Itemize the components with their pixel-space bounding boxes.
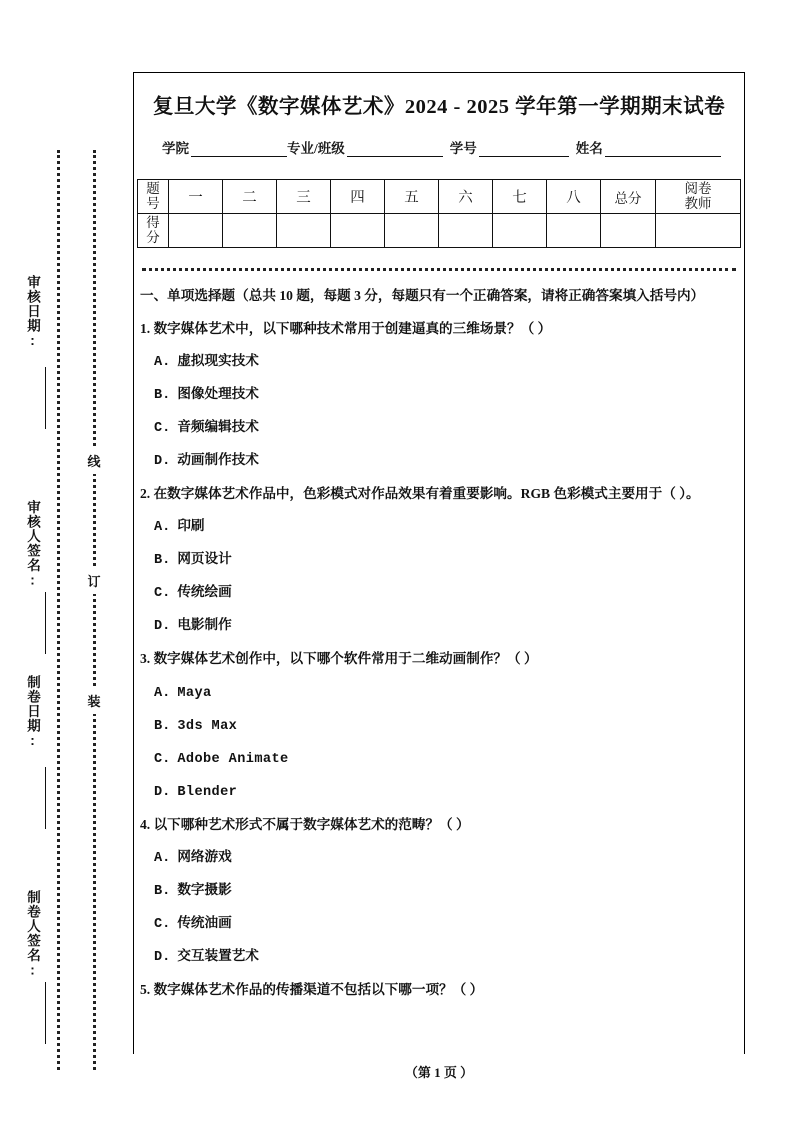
exam-sheet	[133, 72, 745, 1054]
score-table-score-cell[interactable]	[331, 214, 385, 248]
binding-vertical-label: 审核人签名:	[25, 500, 40, 589]
question-option[interactable]	[154, 417, 730, 438]
option-text: 图像处理技术	[177, 386, 259, 402]
question-option[interactable]	[154, 847, 730, 868]
option-text: 印刷	[177, 518, 205, 534]
option-key: D.	[154, 619, 171, 635]
page-title: 复旦大学《数字媒体艺术》2024 - 2025 学年第一学期期末试卷	[152, 96, 726, 118]
binding-label-rule	[45, 982, 46, 1044]
table-row	[138, 180, 741, 214]
question-option[interactable]	[154, 450, 730, 471]
question-option[interactable]	[154, 748, 730, 769]
info-field-name	[576, 137, 721, 157]
question-list	[140, 318, 730, 1000]
student-info-row	[162, 137, 726, 157]
score-table-score-cell[interactable]	[169, 214, 223, 248]
option-text: 电影制作	[177, 617, 232, 633]
score-table-teacher-header: 阅卷 教师	[656, 180, 741, 214]
option-text: 交互装置艺术	[177, 947, 259, 963]
option-key: B.	[154, 553, 171, 569]
score-table-score-cell[interactable]	[385, 214, 439, 248]
score-table-score-cell[interactable]	[439, 214, 493, 248]
question-stem: 2. 在数字媒体艺术作品中，色彩模式对作品效果有着重要影响。RGB 色彩模式主要用于（ ）。	[140, 486, 700, 502]
option-key: C.	[154, 586, 171, 602]
question-option[interactable]	[154, 715, 730, 736]
score-table-column-header: 二	[223, 180, 277, 214]
score-table-score-cell[interactable]	[547, 214, 601, 248]
question-option[interactable]	[154, 582, 730, 603]
question-option[interactable]	[154, 384, 730, 405]
question-option[interactable]	[154, 913, 730, 934]
question-option[interactable]	[154, 946, 730, 967]
binding-mark: 装	[85, 687, 103, 714]
score-table-column-header: 四	[331, 180, 385, 214]
info-blank-major[interactable]	[347, 142, 443, 157]
option-key: B.	[154, 718, 171, 734]
binding-dotted-line-outer	[57, 150, 60, 1070]
question-stem: 5. 数字媒体艺术作品的传播渠道不包括以下哪一项？（ ）	[140, 981, 484, 997]
option-text: 音频编辑技术	[177, 419, 259, 435]
option-key: D.	[154, 949, 171, 965]
option-key: B.	[154, 883, 171, 899]
score-table-column-header: 三	[277, 180, 331, 214]
option-key: C.	[154, 421, 171, 437]
option-key: C.	[154, 916, 171, 932]
option-text: 传统油画	[177, 914, 232, 930]
option-key: A.	[154, 520, 171, 536]
score-table-column-header: 五	[385, 180, 439, 214]
binding-mark: 订	[85, 567, 103, 594]
option-key: A.	[154, 685, 171, 701]
page-footer: （第 1 页 ）	[404, 1065, 474, 1080]
info-blank-student-number[interactable]	[479, 142, 569, 157]
score-table	[137, 179, 741, 248]
binding-label-rule	[45, 767, 46, 829]
option-text: 虚拟现实技术	[177, 353, 259, 369]
binding-label-rule	[45, 592, 46, 654]
info-label-student-number: 学号	[449, 141, 477, 156]
score-table-row-header-score: 得 分	[138, 214, 169, 248]
binding-label-rule	[45, 367, 46, 429]
question-option[interactable]	[154, 351, 730, 372]
option-key: A.	[154, 850, 171, 866]
option-text: Adobe Animate	[177, 751, 289, 767]
score-table-column-header: 七	[493, 180, 547, 214]
option-key: D.	[154, 454, 171, 470]
score-table-column-header: 一	[169, 180, 223, 214]
option-text: 传统绘画	[177, 584, 232, 600]
score-table-score-cell[interactable]	[277, 214, 331, 248]
info-label-college: 学院	[162, 141, 189, 156]
question-option[interactable]	[154, 615, 730, 636]
option-text: 网络游戏	[177, 848, 232, 864]
binding-margin	[0, 0, 128, 1122]
score-table-row-header-question: 题 号	[138, 180, 169, 214]
option-text: Maya	[177, 685, 212, 701]
score-table-score-cell[interactable]	[493, 214, 547, 248]
question-stem: 4. 以下哪种艺术形式不属于数字媒体艺术的范畴？（ ）	[140, 816, 470, 832]
binding-dotted-line-inner	[93, 150, 96, 1070]
question-option[interactable]	[154, 516, 730, 537]
score-table-column-header: 六	[439, 180, 493, 214]
section-title: 一、单项选择题（总共 10 题，每题 3 分，每题只有一个正确答案，请将正确答案填入括号内）	[140, 288, 705, 303]
option-text: 网页设计	[177, 551, 232, 567]
score-table-column-header: 八	[547, 180, 601, 214]
question-option[interactable]	[154, 781, 730, 802]
question-stem: 3. 数字媒体艺术创作中，以下哪个软件常用于二维动画制作？（ ）	[140, 651, 538, 667]
binding-vertical-label: 制卷日期:	[25, 675, 40, 749]
question-body	[140, 271, 730, 1000]
score-table-score-cell[interactable]	[223, 214, 277, 248]
option-text: 动画制作技术	[177, 452, 259, 468]
score-table-score-cell[interactable]	[656, 214, 741, 248]
info-blank-college[interactable]	[191, 142, 287, 157]
info-label-name: 姓名	[575, 141, 603, 156]
binding-mark: 线	[85, 447, 103, 474]
option-key: D.	[154, 784, 171, 800]
table-row	[138, 214, 741, 248]
binding-vertical-label: 审核日期:	[25, 275, 40, 349]
question-option[interactable]	[154, 880, 730, 901]
info-field-major	[287, 137, 443, 157]
info-field-college	[162, 137, 287, 157]
info-field-student-number	[450, 137, 569, 157]
question-option[interactable]	[154, 682, 730, 703]
option-text: Blender	[177, 784, 238, 800]
option-key: B.	[154, 388, 171, 404]
info-blank-name[interactable]	[605, 142, 721, 157]
score-table-total-header: 总分	[601, 180, 656, 214]
binding-vertical-label: 制卷人签名:	[25, 890, 40, 979]
option-text: 3ds Max	[177, 718, 238, 734]
option-text: 数字摄影	[177, 881, 232, 897]
option-key: C.	[154, 751, 171, 767]
score-table-score-cell[interactable]	[601, 214, 656, 248]
question-option[interactable]	[154, 549, 730, 570]
question-stem: 1. 数字媒体艺术中，以下哪种技术常用于创建逼真的三维场景？（ ）	[140, 321, 552, 337]
option-key: A.	[154, 355, 171, 371]
info-label-major: 专业/班级	[287, 141, 345, 156]
